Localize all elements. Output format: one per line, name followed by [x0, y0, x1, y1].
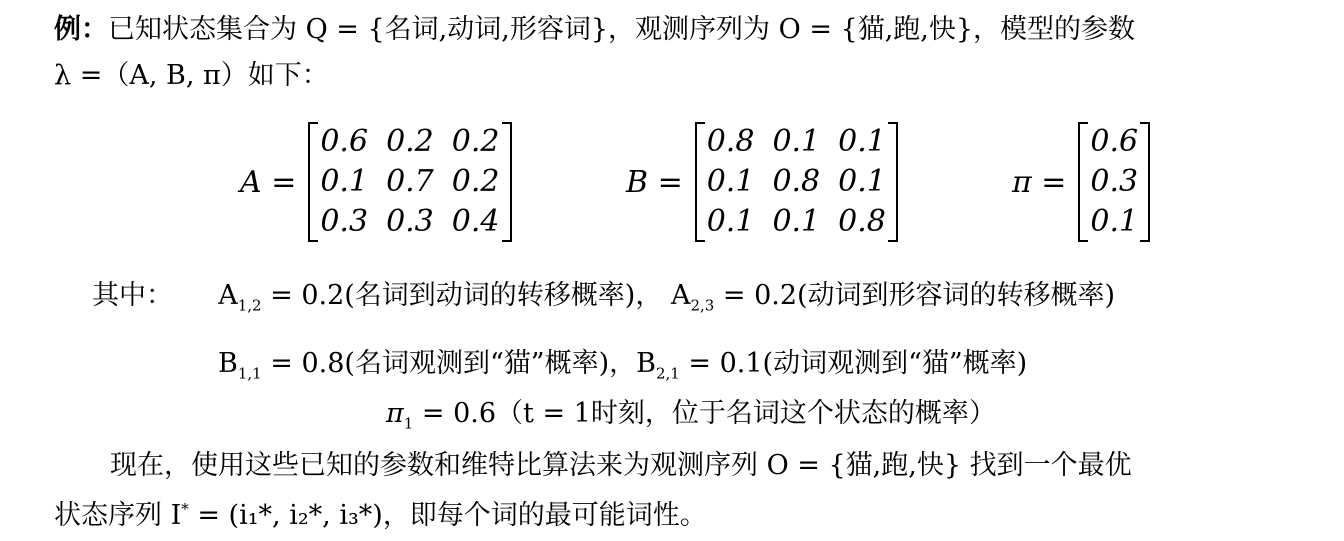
- matrix-b-block: [626, 122, 898, 242]
- pi-cell: 0.6: [1090, 124, 1139, 159]
- vector-pi: [1078, 122, 1150, 242]
- b11-subscript: 1,1: [237, 364, 262, 383]
- b-cell: 0.8: [772, 164, 821, 199]
- a12-subscript: 1,2: [237, 296, 262, 315]
- b21-symbol: B: [636, 348, 656, 379]
- pi1-symbol: π: [386, 398, 404, 429]
- a-cell: 0.1: [320, 164, 369, 199]
- i-star-superscript: *: [181, 500, 189, 518]
- a23-text: = 0.2(动词到形容词的转移概率): [714, 280, 1116, 311]
- a-cell: 0.7: [386, 164, 434, 199]
- vector-pi-right-bracket: [1140, 122, 1150, 242]
- matrix-a-right-bracket: [502, 122, 512, 242]
- matrix-b-right-bracket: [888, 122, 898, 242]
- conclusion-text-2b: = (i₁*, i₂*, i₃*)，即每个词的最可能词性。: [188, 500, 707, 531]
- explain-line-3: [386, 398, 996, 433]
- b-cell: 0.1: [772, 204, 821, 239]
- explain-line-1: [92, 280, 1116, 315]
- explain-prefix: 其中：: [92, 280, 173, 311]
- matrix-b-label: B =: [626, 164, 683, 200]
- b-cell: 0.1: [838, 164, 886, 199]
- pi-cell: 0.3: [1090, 164, 1139, 199]
- a23-subscript: 2,3: [690, 296, 715, 315]
- intro-text-2: λ =（A, B, π）如下：: [54, 60, 329, 91]
- a23-symbol: A: [670, 280, 691, 311]
- a-cell: 0.3: [320, 204, 369, 239]
- matrix-a-left-bracket: [308, 122, 318, 242]
- b11-text: = 0.8(名词观测到“猫”概率)，: [261, 348, 637, 379]
- a-cell: 0.4: [451, 204, 500, 239]
- a-cell: 0.3: [386, 204, 434, 239]
- matrix-a-label: A =: [240, 164, 297, 200]
- pi1-text: = 0.6（t = 1时刻，位于名词这个状态的概率）: [413, 398, 996, 429]
- b21-subscript: 2,1: [655, 364, 680, 383]
- conclusion-line-2: [54, 502, 707, 529]
- example-label: 例：: [54, 14, 108, 45]
- pi1-subscript: 1: [403, 414, 414, 433]
- b21-text: = 0.1(动词观测到“猫”概率): [679, 348, 1028, 379]
- explain-line-2: [218, 348, 1028, 383]
- matrix-b-left-bracket: [695, 122, 705, 242]
- matrix-a: [308, 122, 511, 242]
- matrix-b: [695, 122, 898, 242]
- b-cell: 0.1: [838, 124, 886, 159]
- intro-text-1: 已知状态集合为 Q = {名词,动词,形容词}，观测序列为 O = {猫,跑,快}，模型的参数: [108, 14, 1136, 45]
- b11-symbol: B: [218, 348, 238, 379]
- b-cell: 0.1: [706, 164, 755, 199]
- a-cell: 0.6: [320, 124, 369, 159]
- a12-text: = 0.2(名词到动词的转移概率)，: [261, 280, 663, 311]
- a-cell: 0.2: [451, 164, 500, 199]
- a12-symbol: A: [218, 280, 238, 311]
- b-cell: 0.1: [706, 204, 755, 239]
- vector-pi-label: π =: [1012, 164, 1067, 200]
- intro-line-1: [54, 16, 1135, 43]
- intro-line-2: [54, 62, 329, 89]
- conclusion-text-2a: 状态序列 I: [54, 500, 182, 531]
- matrix-a-block: [240, 122, 512, 242]
- pi-cell: 0.1: [1090, 204, 1139, 239]
- conclusion-line-1: [110, 452, 1132, 479]
- conclusion-text-1: 现在，使用这些已知的参数和维特比算法来为观测序列 O = {猫,跑,快} 找到一个最优: [110, 450, 1132, 481]
- b-cell: 0.1: [772, 124, 821, 159]
- vector-pi-left-bracket: [1078, 122, 1088, 242]
- a-cell: 0.2: [451, 124, 500, 159]
- a-cell: 0.2: [386, 124, 434, 159]
- vector-pi-block: [1012, 122, 1150, 242]
- b-cell: 0.8: [706, 124, 755, 159]
- b-cell: 0.8: [838, 204, 886, 239]
